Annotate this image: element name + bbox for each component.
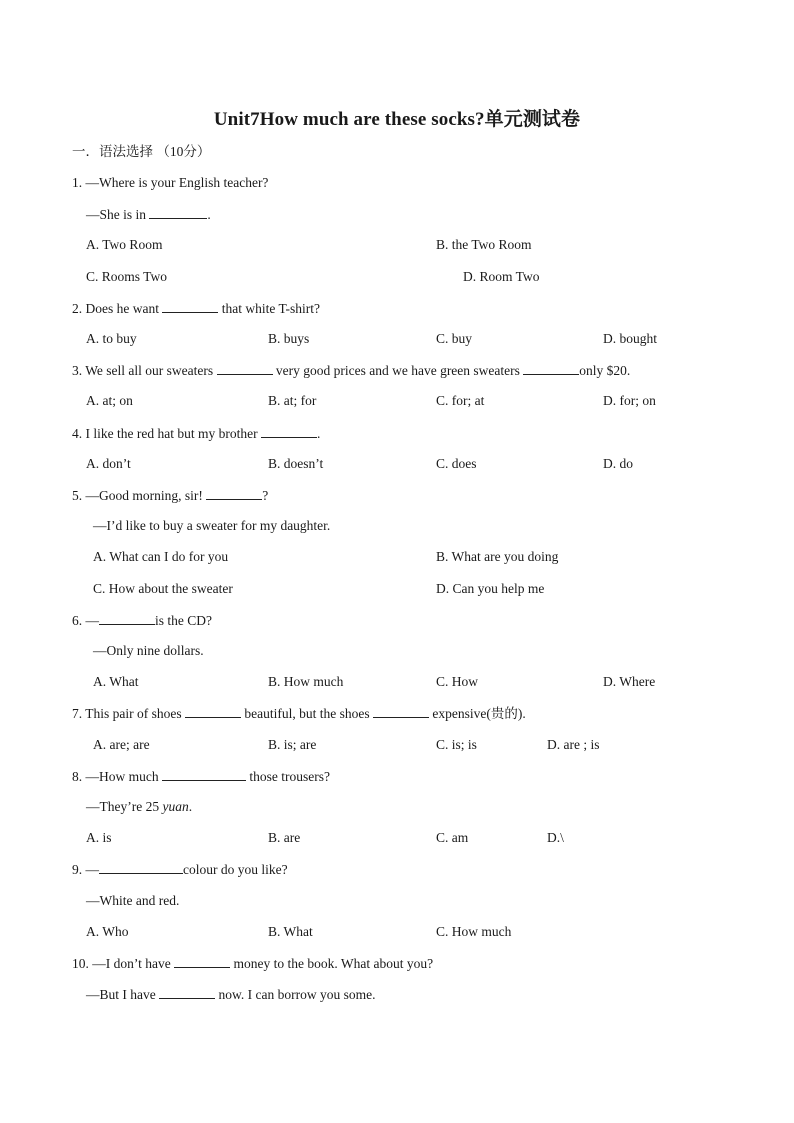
question-3-option-a: A. at; on [86,393,133,408]
question-4-option-b: B. doesn’t [268,456,324,471]
question-5-option-d: D. Can you help me [436,581,545,596]
question-10-text-end: money to the book. What about you? [230,956,434,971]
question-4-stem [72,424,320,443]
question-10-reply [86,985,375,1004]
question-10-reply-text: —But I have [86,987,160,1002]
question-4-text: 4. I like the red hat but my brother [72,426,261,441]
question-5-option-a: A. What can I do for you [93,549,229,564]
answer-blank [185,704,241,718]
question-8-reply-end: . [188,799,193,814]
answer-blank [523,361,579,375]
question-1-option-d: D. Room Two [463,269,540,284]
question-6-option-a: A. What [93,674,139,689]
question-10-stem [72,954,433,973]
answer-blank [206,486,262,500]
answer-blank [162,299,218,313]
question-7-text: 7. This pair of shoes [72,706,185,721]
question-2-text: 2. Does he want [72,301,163,316]
question-8-option-a: A. is [86,830,112,845]
question-8-reply-text: —They’re 25 [86,799,163,814]
question-4-option-c: C. does [436,456,477,471]
question-8-reply-yuan: yuan [162,799,189,814]
question-6-stem [72,611,212,630]
question-8-stem [72,767,330,786]
answer-blank [217,361,273,375]
answer-blank [159,985,215,999]
question-2-option-d: D. bought [603,331,657,346]
answer-blank [373,704,429,718]
question-3-option-d: D. for; on [603,393,656,408]
question-4-text-end: . [316,426,321,441]
question-3-text-end: only $20. [579,363,631,378]
question-2-text-end: that white T-shirt? [218,301,320,316]
answer-blank [174,954,230,968]
question-1-reply-end: . [207,207,211,222]
question-1-option-a: A. Two Room [86,237,163,252]
question-7-text-mid: beautiful, but the shoes [241,706,373,721]
question-4-option-a: A. don’t [86,456,131,471]
question-5-text-end: ? [262,488,269,503]
question-8-option-b: B. are [268,830,301,845]
page-title: Unit7How much are these socks?单元测试卷 [213,109,581,130]
question-4-option-d: D. do [603,456,633,471]
question-5-text: 5. —Good morning, sir! [72,488,207,503]
question-9-reply: —White and red. [86,893,180,908]
question-7-stem [72,704,526,723]
question-6-reply: —Only nine dollars. [93,643,204,658]
question-6-option-d: D. Where [603,674,656,689]
question-9-text-end: colour do you like? [183,862,288,877]
question-7-text-end: expensive(贵的). [428,706,526,721]
question-7-option-b: B. is; are [268,737,317,752]
question-9-option-a: A. Who [86,924,129,939]
section-heading: 一．语法选择 （10分） [72,144,211,159]
question-6-text-end: is the CD? [155,613,212,628]
question-6-option-b: B. How much [268,674,344,689]
question-6-option-c: C. How [436,674,479,689]
question-10-text: 10. —I don’t have [72,956,175,971]
question-3-option-b: B. at; for [268,393,317,408]
question-5-option-c: C. How about the sweater [93,581,233,596]
question-3-stem [72,361,630,380]
question-9-text: 9. — [72,862,99,877]
question-7-option-d: D. are ; is [547,737,600,752]
question-1-reply-text: —She is in [86,207,150,222]
question-5-reply: —I’d like to buy a sweater for my daughter. [93,518,331,533]
question-3-text-mid: very good prices and we have green sweaters [272,363,524,378]
question-5-stem [72,486,268,505]
question-5-option-b: B. What are you doing [436,549,559,564]
question-9-option-b: B. What [268,924,313,939]
answer-blank [261,424,317,438]
question-2-option-a: A. to buy [86,331,137,346]
question-1-option-b: B. the Two Room [436,237,532,252]
question-1-reply [86,205,211,224]
question-3-option-c: C. for; at [436,393,485,408]
question-1-option-c: C. Rooms Two [86,269,167,284]
question-9-stem [72,860,288,879]
question-2-option-c: C. buy [436,331,473,346]
question-2-stem [72,299,320,318]
answer-blank [99,611,155,625]
question-9-option-c: C. How much [436,924,512,939]
question-3-text: 3. We sell all our sweaters [72,363,217,378]
question-8-option-c: C. am [436,830,469,845]
question-6-text: 6. — [72,613,99,628]
answer-blank [162,767,246,781]
question-8-option-d: D.\ [547,830,564,845]
question-7-option-c: C. is; is [436,737,477,752]
question-7-option-a: A. are; are [93,737,150,752]
answer-blank [99,860,183,874]
answer-blank [149,205,207,219]
question-2-option-b: B. buys [268,331,310,346]
question-8-text-end: those trousers? [246,769,330,784]
question-1-stem: 1. —Where is your English teacher? [72,175,269,190]
question-10-reply-end: now. I can borrow you some. [215,987,376,1002]
question-8-text: 8. —How much [72,769,162,784]
question-8-reply [86,798,192,816]
